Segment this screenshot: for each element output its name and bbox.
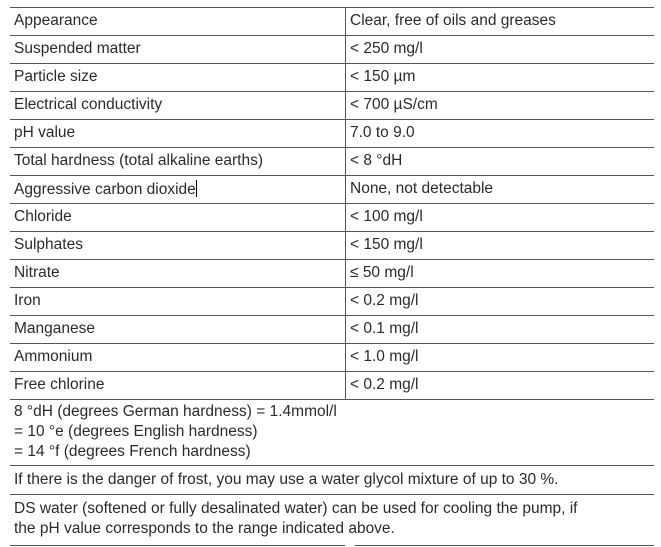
parameter-label: Ammonium [14,348,93,365]
column-divider [345,8,346,35]
parameter-label-text: Aggressive carbon dioxide [14,181,196,198]
frost-note-text: If there is the danger of frost, you may use a water glycol mixture of up to 30 %. [14,471,559,488]
text-cursor [196,180,197,197]
parameter-label: Free chlorine [14,376,105,393]
parameter-label: Electrical conductivity [14,96,163,113]
table-row [10,204,654,232]
table-row [10,232,654,260]
parameter-value: Clear, free of oils and greases [350,12,556,29]
parameter-value: < 0.1 mg/l [350,320,419,337]
parameter-value: < 8 °dH [350,152,403,169]
parameter-label: Appearance [14,12,98,29]
parameter-label: Manganese [14,320,96,337]
table-row [10,288,654,316]
parameter-value: < 700 µS/cm [350,96,438,113]
parameter-value: < 1.0 mg/l [350,348,419,365]
column-divider [345,92,346,119]
parameter-value: < 0.2 mg/l [350,376,419,393]
parameter-label: Total hardness (total alkaline earths) [14,152,263,169]
column-divider [345,344,346,371]
parameter-label: Chloride [14,208,72,225]
hardness-note-line: 8 °dH (degrees German hardness) = 1.4mmol/l [14,403,337,420]
parameter-value: ≤ 50 mg/l [350,264,414,281]
frost-note [10,466,654,495]
water-quality-table [10,7,654,542]
column-divider [345,372,346,399]
bottom-rule [10,545,345,546]
parameter-label: Iron [14,292,41,309]
ds-water-note [10,495,654,542]
column-divider [345,232,346,259]
parameter-label[interactable] [14,180,197,199]
table-row [10,92,654,120]
hardness-note [10,400,654,466]
parameter-label: Sulphates [14,236,83,253]
hardness-note-line: = 14 °f (degrees French hardness) [14,443,251,460]
bottom-rule [355,545,654,546]
ds-water-note-line: the pH value corresponds to the range indicated above. [14,520,395,537]
table-row [10,176,654,204]
parameter-value: < 100 mg/l [350,208,423,225]
ds-water-note-line: DS water (softened or fully desalinated water) can be used for cooling the pump, if [14,500,578,517]
parameter-value: < 150 µm [350,68,416,85]
parameter-value: < 0.2 mg/l [350,292,419,309]
parameter-value: < 250 mg/l [350,40,423,57]
column-divider [345,148,346,175]
column-divider [345,260,346,287]
table-row [10,260,654,288]
column-divider [345,204,346,231]
table-row [10,372,654,400]
parameter-value: None, not detectable [350,180,494,197]
column-divider [345,176,346,203]
table-row [10,64,654,92]
table-row [10,120,654,148]
column-divider [345,120,346,147]
column-divider [345,288,346,315]
table-row [10,7,654,36]
hardness-note-line: = 10 °e (degrees English hardness) [14,423,258,440]
parameter-label: pH value [14,124,76,141]
parameter-label: Suspended matter [14,40,141,57]
table-row [10,316,654,344]
table-row [10,36,654,64]
parameter-label: Nitrate [14,264,60,281]
table-row [10,148,654,176]
column-divider [345,36,346,63]
column-divider [345,316,346,343]
table-row [10,344,654,372]
parameter-value: < 150 mg/l [350,236,423,253]
column-divider [345,64,346,91]
parameter-label: Particle size [14,68,98,85]
parameter-value: 7.0 to 9.0 [350,124,415,141]
